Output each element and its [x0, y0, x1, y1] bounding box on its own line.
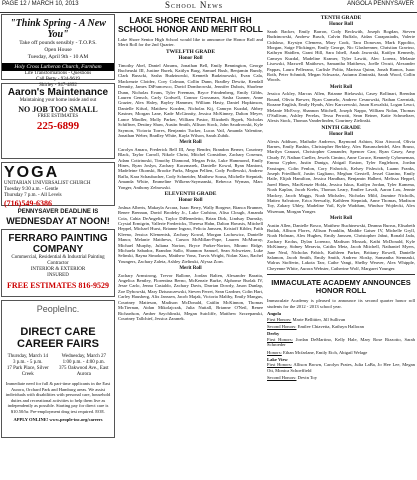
fair-2-address: 375 Oakwood Ave., East Aurora — [59, 366, 109, 377]
lakeview-first — [267, 362, 415, 373]
g9-honor-heading: Honor Roll — [329, 132, 353, 138]
g9-honor-list: Alexis Addison, Mathalie Andrews, Raymond Ashton, Kira Atwood, Olivia Barnes, Emily Bushin, Christopher Berkley, Alex Braunscheidel, Alex Bruno, Marilyn Canazzi, Christopher Camander, Spencer Carr, Ryan Casey, Amy Chudy IV, Nathan Cueller, Jewels Cimino, Anne Corace, Kennedy Cyhrmeman, Emma Cypher, Justin Daniga, Abigail Easton, Tyler Englehorn, Jordan Fassinger, Colin Fenlon, Cory Fishwick, Kelsey Fishwick, Luann Franks, Joseph Friedlhoff, Justin Gagliano, Meghan Gerstell, Jessel Gianino, Emily Haile, Elijah Hamilton, Jessica Handban, Benjamin Halbert, Melissa Heppel, Jared Hines, MacKenzie Holda, Jessica Iskus, Kaitlyn Jordan, Tyler Kamena, Noah Kaplan, Jacob Krebs, Thomas Leary, Emilee Lavali, Aaron Lou, Jennie Mackey, Jacob Maggs, Noah Michalec, Nicholas Mild, Jasmine Nicholls, Matteo Salvatore, Erica Seewalty, Kathleen Stepniak, Anne Thomas, Madison Toy, Zakary Uhley, Madeline Vail, Kyle Waddum, Windsor Wojdecki, Alex Wiseman, Morgan Yonger. — [267, 138, 415, 214]
immaculate-list — [267, 311, 415, 380]
ads-column — [1, 14, 115, 441]
g10-merit-list: Jessica Ackley, Marcus Allen, Brianne Bielawski, Casey Bollinari, Brendan Bound, Olivia Brewer, Ryan Carmelo, Andrew Cesnowski, Nathan Czerniak, Rozane English, Emily Hynds, Alec Karczewski, Jason Kowalski, Logan Leuci, Melanie McEvoy, Shannon Mitchell, Joseph Nappo, William Nolan, Thomas O'Sullivan, Ashley Perelas, Tessa Perrotti, Sean Reiner, Katie Schmeltzer, Alexis Stock, Thomas Vanderlinden, Courtney Zielinski. — [267, 91, 415, 124]
tops-ad — [1, 14, 115, 88]
g12-honor-heading: Honor Roll — [178, 56, 203, 62]
fair-2-date: Wednesday, March 27 — [61, 354, 106, 359]
tops-info: Life Transformations - Questions — [24, 71, 92, 76]
publication-name: ANGOLA PENNYSAVER — [347, 1, 414, 7]
fair-dates — [2, 354, 114, 378]
g10-merit-heading: Merit Roll — [329, 84, 353, 90]
town-derby: Derby — [267, 331, 280, 337]
g10-honor-heading: Honor Roll — [329, 22, 353, 28]
fair-1 — [2, 354, 54, 378]
derby-first-names: Jordan DeMartino, Kelly Hale, Mary Rose Rizzotto, Sarah Schroeder — [267, 336, 415, 348]
deadline-line2: WEDNESDAY AT NOON! — [6, 216, 110, 226]
g11-heading: ELEVENTH GRADE — [164, 190, 217, 197]
peopleinc-ad — [1, 300, 115, 438]
g11-honor-list: Joshua Alberts, Makayla Arcara, Isaac Berry, Wally Borgese, Bianca Brunner, Renee Brennan, David Brodeky Jr., Luke Carlsino, Alisa Clough, Amanda Coia, Cahia DeAngelis, Taylor DiBenedetto, Brian Dirk, Lindsay Durnsky, Crystal Ermigrin, Vallerie Fredericks, Theresa Hahn, Dalton Havasis, Mitchell Heppel, Michael Hurst, Brianne Ingrao, Felicia Janssen, Kristoff Kibler, Faith Kleeno, Jessica Klementsk, Zachary Kowal, Morgan Lachowicz, Danielle Manor, Melanie Matthews, Carson McMillan-Pope, Lauren McMurray, Michael Murphy, Juliana Norton, Bryce Parker-Norton, Mirano Ridge, Michaela Sabadoz, Brandon Sallo, Shannon Samuel, Sean Schweizer, Luke Selinski, Rayna Simokurs, Matthew Vona, Travis Wright, Nolan Xiao, Rachel Youngers, Zachary Zaleta, Ashley Zielinski, Alyssa Zorn. — [118, 204, 263, 264]
yoga-title: YOGA — [4, 164, 60, 181]
tops-line: Open House — [44, 47, 72, 53]
lakeview-second-names: Devin Toy — [297, 375, 318, 381]
ferraro-phone: FREE ESTIMATES 816-9529 — [6, 281, 110, 290]
fair-1-address: 17 Park Place, Silver Creek — [6, 366, 49, 377]
aaron-title: Aaron's Maintenance — [7, 87, 109, 98]
page-number: PAGE 12 / MARCH 10, 2013 — [2, 1, 79, 7]
tops-phone2: Shirley - 947-4892 — [39, 83, 77, 88]
fair-1-date: Thursday, March 14 — [7, 354, 48, 359]
yoga-loc: UNITARIAN UNIVERSALIST CHURCH — [4, 181, 91, 186]
yoga-sched1: Tuesday 9:30 a.m. - Gentle — [4, 187, 59, 192]
lakeview-second-label: Second Honors: — [267, 375, 297, 381]
g9-merit-heading: Merit Roll — [329, 216, 353, 222]
lakeshore-title: LAKE SHORE CENTRAL HIGH SCHOOL HONOR AND MERIT ROLL — [118, 15, 263, 34]
aaron-phone: 225-6899 — [36, 120, 80, 132]
derby-first — [267, 337, 415, 348]
tops-date: Tuesday, April 9th - 10 AM — [27, 54, 89, 60]
aaron-tag: Maintaining your home inside and out — [19, 98, 97, 103]
derby-honors — [267, 350, 415, 355]
fair-2 — [54, 354, 114, 378]
g9-merit-list: Austin Allen, Danielle Bosco, Matthew Buchinewski, Deanna Burrus, Elisabeth Butlak, Allison Flores, Allison Franklin, Maddie Gaiser IV, Michelle Gryll, Noah Holman, Alex Hughes, Emily Janssen, Christopher Jabut, Ronald Jada, Zachary Krolus, Dylan Lorenzo, Madison Mosurk, Kathi McDonald, Kyle McKinney, Sidney Meravia, Caitlin Metz, Jacob Mitchell, Nathaniel Myers, Jane Neal, Nicholas Pabich, Kathleen Parker, Brittany Rowell, Danielle Salamon, Jacob Smith, Emily Smith, Andrew Slosky, Samantha Stennaski, Walrus Stofferin, Lakota Tarr, Cathe Vangi, Shelby Weaver, Alex Whipple, Cheyenne White, Aurora Webster, Catherine Wolf, Margaret Younger. — [267, 222, 415, 271]
g11-merit-heading: Merit Roll — [179, 266, 202, 272]
fair-1-time: 3 p.m. - 5 p.m. — [13, 360, 43, 365]
right-column — [267, 14, 415, 480]
g11-merit-list: Zachary Armstrong, Trevor Ballone, Jordan Balten, Alexander Baratta, Angelica Bentley, Florentina Berno, McKenzie Burke, Alphonse Burlak IV, Jesse Carlo, Jenna Castaldo, Zachary Davis, Darrian Dowdy, Jason Dunlap, Zoe Dybowski, Mary Dziuraczewski, Steven Ferret, Sean Gardner, Colin Hart, Carley Hausberg, Alix Janssen, Jacob Majak, Victoria Maltby, Emily Mangus, Courtney Matteson, Madison McDonald, Caitlin McKinnon, Thomas McTiernan, Aidan Mikolajczak, Julia Nuttall, Brianne O'Neil, Renee Richardson, Amber Szychlinski, Megan Sutcliffe, Matthew Szczepanski, Courtney Tallchief, Jessica Zaranek. — [118, 272, 263, 321]
lakeview-first-names: Allison Brown, Carolyn Prates, Julia LaBa, Jo Hee Lee, Megan Ott, Monica Schoeffield — [267, 362, 415, 373]
tops-phone1: Call Betty - 934-9619 — [36, 77, 80, 82]
ferraro-sub2: INTERIOR & EXTERIOR — [30, 267, 86, 272]
immaculate-title: IMMACULATE ACADEMY ANNOUNCES HONOR ROLL — [271, 278, 411, 296]
g12-merit-heading: Merit Roll — [179, 140, 202, 146]
g12-heading: TWELFTH GRADE — [165, 48, 216, 55]
angola-second-names: Emilee Chiavetta, Kathryn Halloran — [297, 323, 364, 329]
tops-sub: Take off pounds sensibly - T.O.P.S. — [19, 40, 97, 46]
derby-honors-label: Honors: — [267, 349, 282, 355]
ferraro-title: FERRARO PAINTING COMPANY — [8, 233, 108, 255]
divider — [267, 274, 415, 275]
angola-second — [267, 324, 415, 329]
aaron-big: NO JOB TOO SMALL — [18, 105, 98, 114]
g12-honor-list: Timothy Abel, Daniel Abrams, Jonathan Bell, Emily Bennington, George Bucheuski III, Justine Burek, Kaitlyn Burg, Samuel Bush, Benjamin Bundy, Clark Busscki, Sasha Budzinowki, Kenneth Budzinowski, Evan Cala, Mackenzie Cloidez, Cory Colman, Collin Dunn, Bradley Dewitz, Kendall Dennity, James DiFrancesco, David Dombrowski, Jennifer Dubois, Sharlene Dunn, Nicholas Evans, Tyler Freeman, Bryce Frindenberg, Emily Gibbs, Lauren Gensch, Carly Godwell, Connor Grossman, Sasha Gunner, Anne Grazier, Alex Haley, Bayley Hammer, William Hasty, Daniel Hopkinson, Danielle Kifurl, Matthew Kozden, Nicholas Kij, Camryn Kuzdal, Abbey Kastner, Morgan Lane, Kade McGinnity, Jessica McKinney, Dalton Meyer, Lance Mindler, Molly Parker, William Pastor, Elizabeth Rypek, Nicholas Schiffner, Destiny Shaw, Austin Smith, Allison Stock, John Szudrowski, Kyle Szymon, Victoria Torres, Benjamin Tucker, Lucas Vail, Amanda Valentine, Jonathan Weber, Bradley White, Kayla Wilson, Sarah Zubik. — [118, 62, 263, 138]
lakeshore-intro: Lake Shore Senior High School would like to announce the Honor Roll and Merit Roll for the 2nd Quarter. — [118, 37, 263, 48]
town-lakeview: Lake View — [267, 356, 288, 362]
lakeshore-article — [118, 14, 263, 480]
town-angola: Angola — [267, 311, 282, 317]
angola-first-names: Marie Bellittier, Jill Sullivan — [292, 316, 346, 322]
g9-heading: NINTH GRADE — [321, 124, 361, 131]
immaculate-intro: Immaculate Academy is pleased to announce its second quarter honor roll students for the 2012 - 2013 school year. — [267, 298, 415, 309]
career-fair-title: DIRECT CARE CAREER FAIRS — [17, 326, 99, 350]
angola-first — [267, 317, 415, 322]
ferraro-sub3: INSURED — [47, 273, 69, 278]
peopleinc-logo: PeopleInc. — [36, 304, 80, 314]
tops-title: "Think Spring - A New You" — [10, 18, 106, 40]
ferraro-sub1: Commercial, Residential & Industrial Painting Contractor — [11, 255, 105, 266]
derby-honors-names: Ethan Mcfarlane, Emily Eich, Abigail Welage — [282, 349, 368, 355]
g10-heading: TENTH GRADE — [320, 15, 362, 21]
yoga-sched2: Thursday 7 p.m. - All Levels — [4, 193, 62, 198]
peopleinc-apply: APPLY ONLINE! www.people-inc.org/careers — [13, 417, 103, 422]
lakeview-second — [267, 375, 415, 380]
fair-2-time: 1:00 p.m. - 4:00 p.m. — [62, 360, 105, 365]
page-header — [0, 0, 417, 13]
section-title: School News — [165, 0, 224, 10]
g10-honor-list: Sarah Backer, Emily Barron, Cody Beckwith, Joseph Bogdan, Steven Budzinowski, Andrew Busch, Calvin Buffalo, Aidan Carapasiadis, Valerie Cidaloso, Krystyn Clemens, Mary Cook, Tara Donovan, Mark Eppolito, Morgan, Saige Flickinger, Emily George, Nic Glasbrenner, Christian Gravino, Kathryn Haidlen, Grant Hill, Sara Isbell, Anah Jaworski, Kaitlyn Kennedy, Camryn Kuzdal, Madeline Kramer, Tyler Lawitt, Alec Lorenz, Melanie Lisowski, Maxwell Matthews, Samantha Matthews, Joelle Orcutt, Alexander Pappas, Laura Pellerano, Carlisle Polito, Marissa Quinn, Jonah Ramos, Isaac Roth, Peter Schmidt, Megan Schwartz, Autumn Ziminski, Sarah Wood, Collin Woods. — [267, 28, 415, 83]
aaron-free: FREE ESTIMATES — [37, 114, 79, 119]
deadline-line1: PENNYSAVER DEADLINE IS — [17, 209, 99, 215]
lakeview-first-label: First Honors: — [267, 362, 292, 368]
derby-first-label: First Honors: — [267, 336, 293, 342]
angola-first-label: First Honors: — [267, 316, 292, 322]
angola-second-label: Second Honors: — [267, 323, 297, 329]
peopleinc-note: Immediate need for full & part-time applicants in the East Aurora, Orchard Park and Hamburg areas. We assist individuals with disabilities with personal care, household duties and recreational activities to help them live as independently as possible. Starting pay for direct care is $10.50/hr. Pre-employment drug test required. EOE. — [5, 381, 111, 414]
aaron-ad — [1, 83, 115, 159]
ferraro-ad — [1, 229, 115, 297]
tops-church: Holy Cross Lutheran Church, Farnham — [2, 63, 114, 71]
yoga-ad — [1, 162, 115, 206]
g12-merit-list: Carolyn Amara, Frederick Bell III, Amy Bender, Brandon Berner, Courtney Black, Taylor Carroll, Nikole Christ, Mitchel Considine, Zachary Cosenza, Adam Cottrinoski, Timothy Diamond, Megan Fritz, Luke Hammond, Emily Hines, Ryan Joslyn, Zachary Kaczmarek, Danielle Kowal, Ryan Manioni, Madeleine Okonski, Brooke Parks, Megan Pellien, Cody Podlewski, Andrew Rafla, Kara Schaubacher, Cody Schneider, Matthew Sousa, Michelle Stepniak, Amanda White, Emmeline Wilkens-Szymanski, Rebecca Wyman, Marc Yonger, Anthony Zelnowski. — [118, 146, 263, 190]
g11-honor-heading: Honor Roll — [178, 198, 203, 204]
yoga-phone: (716)549-6386 — [4, 199, 52, 208]
deadline-notice — [1, 209, 115, 226]
